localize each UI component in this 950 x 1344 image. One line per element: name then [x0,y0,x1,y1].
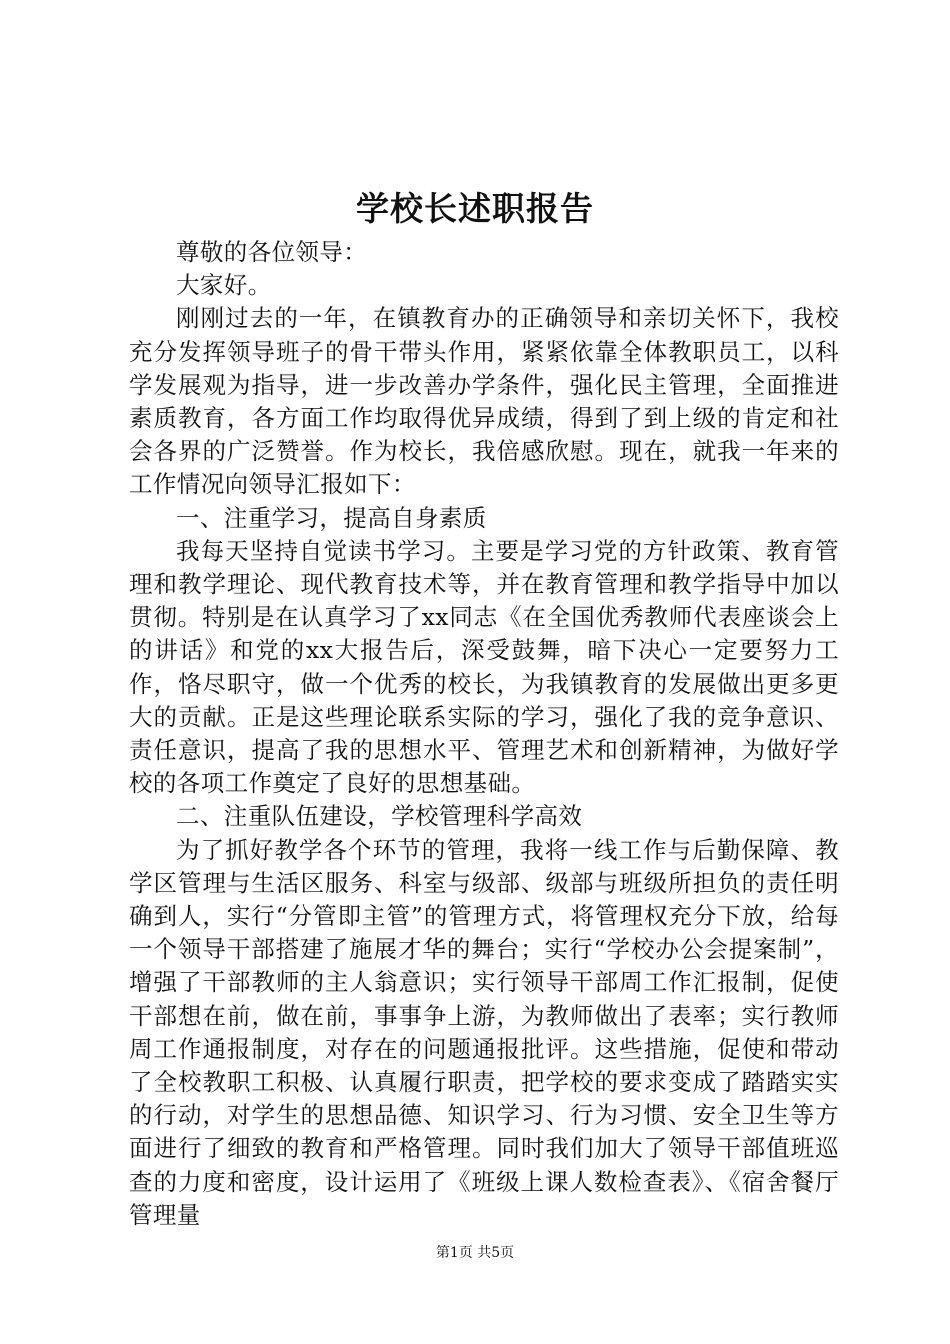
section-heading-1: 一、注重学习，提高自身素质 [176,503,487,532]
page-number-footer: 第1页 共5页 [435,1245,515,1261]
intro-paragraph: 刚刚过去的一年，在镇教育办的正确领导和亲切关怀下，我校充分发挥领导班子的骨干带头作用，紧紧依靠全体教职员工，以科学发展观为指导，进一步改善办学条件，强化民主管理，全面推进素质教育，各方面工作均取得优异成绩，得到了到上级的肯定和社会各界的广泛赞誉。作为校长，我倍感欣慰。现在，就我一年来的工作情况向领导汇报如下： [129,304,839,499]
section-1-paragraph: 我每天坚持自觉读书学习。主要是学习党的方针政策、教育管理和教学理论、现代教育技术等，并在教育管理和教学指导中加以贯彻。特别是在认真学习了xx同志《在全国优秀教师代表座谈会上的讲话》和党的xx大报告后，深受鼓舞，暗下决心一定要努力工作，恪尽职守，做一个优秀的校长，为我镇教育的发展做出更多更大的贡献。正是这些理论联系实际的学习，强化了我的竞争意识、责任意识，提高了我的思想水平、管理艺术和创新精神，为做好学校的各项工作奠定了良好的思想基础。 [129,536,839,798]
salutation: 尊敬的各位领导： [176,238,368,266]
document-title: 学校长述职报告 [356,189,594,228]
section-heading-2: 二、注重队伍建设，学校管理科学高效 [176,802,583,831]
document-body [129,236,839,1232]
section-2-paragraph: 为了抓好教学各个环节的管理，我将一线工作与后勤保障、教学区管理与生活区服务、科室与级部、级部与班级所担负的责任明确到人，实行“分管即主管”的管理方式，将管理权充分下放，给每一个领导干部搭建了施展才华的舞台；实行“学校办公会提案制”，增强了干部教师的主人翁意识；实行领导干部周工作汇报制，促使干部想在前，做在前，事事争上游，为教师做出了表率；实行教师周工作通报制度，对存在的问题通报批评。这些措施，促使和带动了全校教职工积极、认真履行职责，把学校的要求变成了踏踏实实的行动，对学生的思想品德、知识学习、行为习惯、安全卫生等方面进行了细致的教育和严格管理。同时我们加大了领导干部值班巡查的力度和密度，设计运用了《班级上课人数检查表》、《宿舍餐厅管理量 [129,835,839,1229]
greeting: 大家好。 [176,271,272,300]
